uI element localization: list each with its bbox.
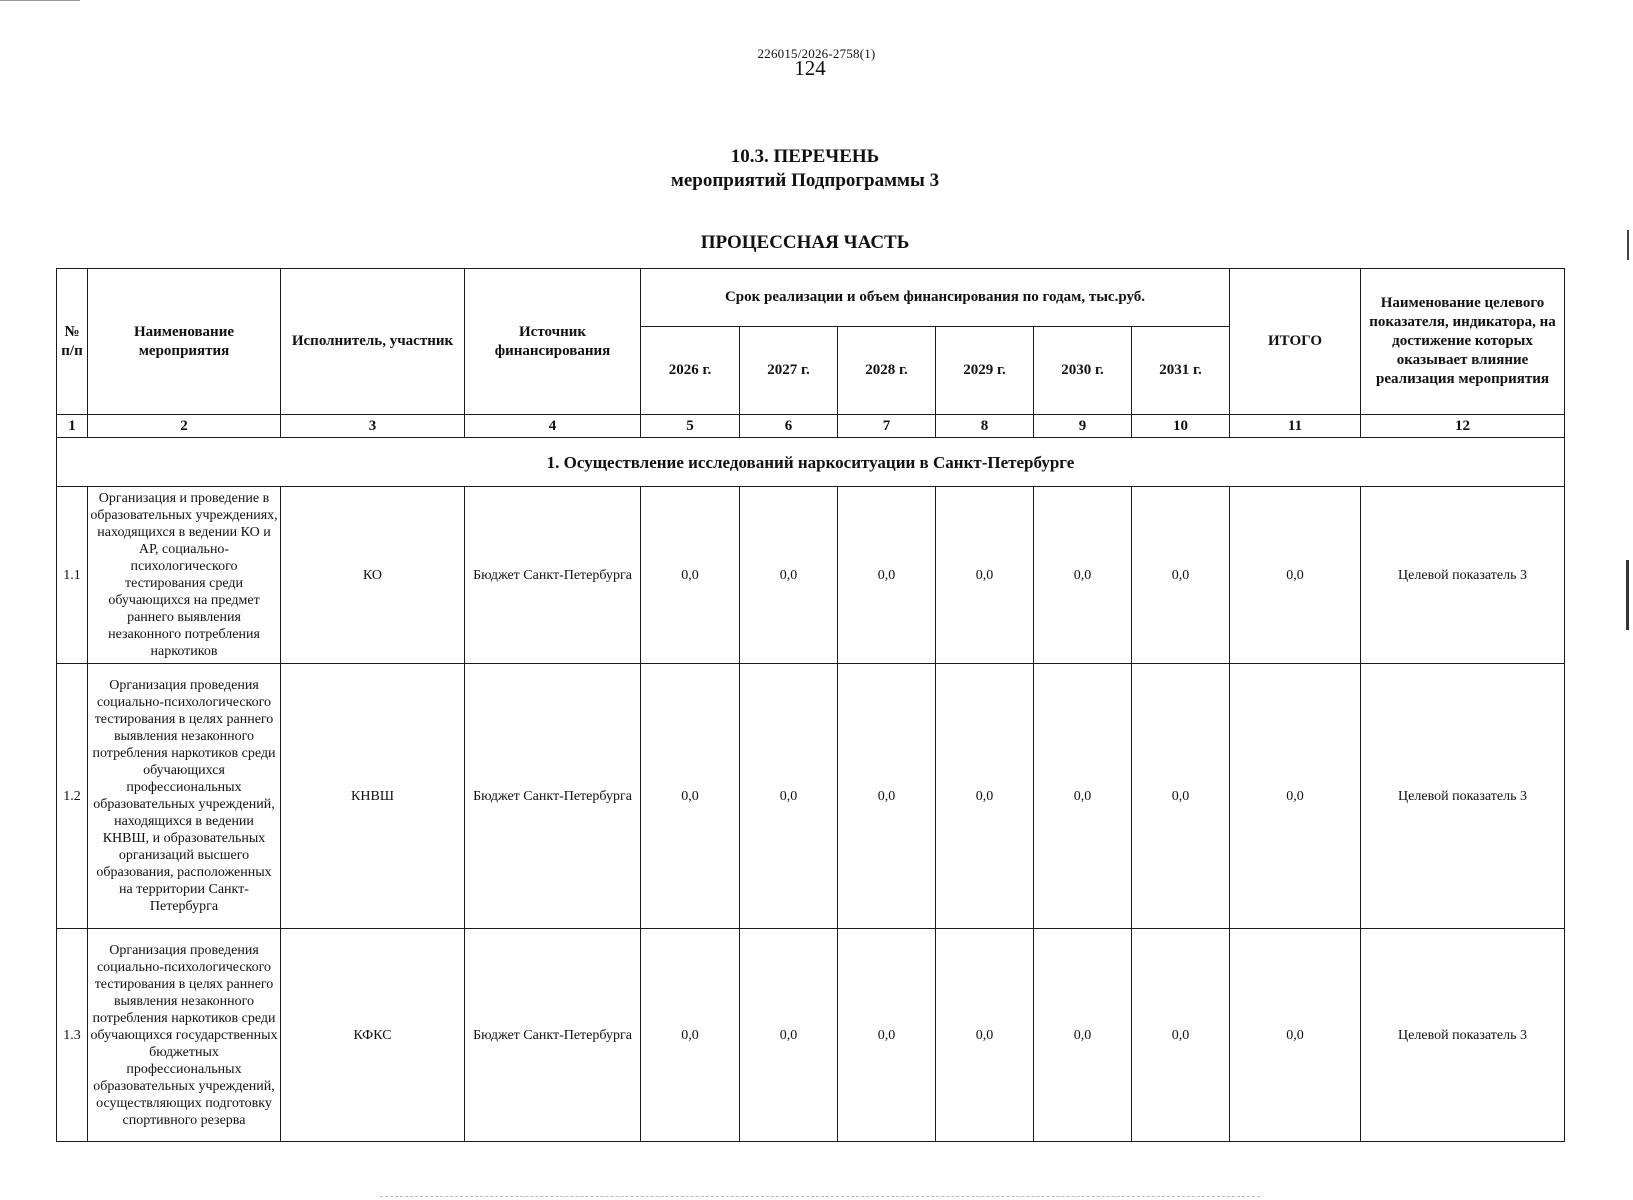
column-number: 12	[1361, 415, 1565, 438]
header-year: 2030 г.	[1034, 327, 1132, 415]
year-value: 0,0	[641, 487, 740, 664]
header-num: № п/п	[57, 269, 88, 415]
year-value: 0,0	[740, 929, 838, 1142]
scan-edge-mark	[0, 0, 80, 1]
table-row	[57, 487, 1565, 664]
year-value: 0,0	[1132, 487, 1230, 664]
executor: КО	[281, 487, 465, 664]
header-year: 2029 г.	[936, 327, 1034, 415]
executor: КНВШ	[281, 664, 465, 929]
funding-source: Бюджет Санкт-Петербурга	[465, 664, 641, 929]
header-period: Срок реализации и объем финансирования по годам, тыс.руб.	[641, 269, 1230, 327]
year-value: 0,0	[936, 929, 1034, 1142]
column-number: 7	[838, 415, 936, 438]
target-indicator: Целевой показатель 3	[1361, 664, 1565, 929]
year-value: 0,0	[838, 664, 936, 929]
year-value: 0,0	[838, 487, 936, 664]
column-number: 9	[1034, 415, 1132, 438]
funding-source: Бюджет Санкт-Петербурга	[465, 929, 641, 1142]
measure-name: Организация и проведение в образовательных учреждениях, находящихся в ведении КО и АР, социально-психологического тестирования среди обучающихся на предмет раннего выявления незаконного потребления наркотиков	[88, 487, 281, 664]
section-title: ПРОЦЕССНАЯ ЧАСТЬ	[700, 232, 910, 253]
header-executor: Исполнитель, участник	[281, 269, 465, 415]
year-value: 0,0	[740, 664, 838, 929]
page-title: 10.3. ПЕРЕЧЕНЬ	[730, 146, 880, 167]
year-value: 0,0	[641, 929, 740, 1142]
year-value: 0,0	[1132, 929, 1230, 1142]
section-row	[57, 438, 1565, 487]
row-number: 1.3	[57, 929, 88, 1142]
section-heading: 1. Осуществление исследований наркоситуации в Санкт-Петербурге	[57, 438, 1565, 487]
document-id: 226015/2026-2758(1)	[757, 46, 876, 61]
column-number: 10	[1132, 415, 1230, 438]
page-subtitle: мероприятий Подпрограммы 3	[670, 170, 940, 191]
column-number: 5	[641, 415, 740, 438]
total-value: 0,0	[1230, 487, 1361, 664]
year-value: 0,0	[838, 929, 936, 1142]
year-value: 0,0	[1034, 929, 1132, 1142]
column-number: 2	[88, 415, 281, 438]
header-indicator: Наименование целевого показателя, индикатора, на достижение которых оказывает влияние реализация мероприятия	[1361, 269, 1565, 415]
executor: КФКС	[281, 929, 465, 1142]
header-row	[57, 269, 1565, 327]
year-value: 0,0	[1034, 487, 1132, 664]
page-number: 124	[794, 56, 826, 80]
measure-name: Организация проведения социально-психологического тестирования в целях раннего выявления незаконного потребления наркотиков среди обучающихся профессиональных образовательных учреждений, находящихся в ведении КНВШ, и образовательных организаций высшего образования, расположенных на территории Санкт-Петербурга	[88, 664, 281, 929]
total-value: 0,0	[1230, 664, 1361, 929]
header-year: 2028 г.	[838, 327, 936, 415]
header-year: 2027 г.	[740, 327, 838, 415]
table-row	[57, 664, 1565, 929]
header-year: 2026 г.	[641, 327, 740, 415]
scan-edge-mark	[1627, 230, 1629, 260]
target-indicator: Целевой показатель 3	[1361, 487, 1565, 664]
column-numbers-row	[57, 415, 1565, 438]
column-number: 6	[740, 415, 838, 438]
header-year: 2031 г.	[1132, 327, 1230, 415]
year-value: 0,0	[936, 664, 1034, 929]
total-value: 0,0	[1230, 929, 1361, 1142]
year-value: 0,0	[936, 487, 1034, 664]
column-number: 3	[281, 415, 465, 438]
header-name: Наименование мероприятия	[88, 269, 281, 415]
measure-name: Организация проведения социально-психологического тестирования в целях раннего выявления незаконного потребления наркотиков среди обучающихся государственных бюджетных профессиональных образовательных учреждений, осуществляющих подготовку спортивного резерва	[88, 929, 281, 1142]
header-source: Источник финансирования	[465, 269, 641, 415]
year-value: 0,0	[1132, 664, 1230, 929]
column-number: 4	[465, 415, 641, 438]
year-value: 0,0	[740, 487, 838, 664]
row-number: 1.2	[57, 664, 88, 929]
header-total: ИТОГО	[1230, 269, 1361, 415]
table-row	[57, 929, 1565, 1142]
row-number: 1.1	[57, 487, 88, 664]
target-indicator: Целевой показатель 3	[1361, 929, 1565, 1142]
column-number: 8	[936, 415, 1034, 438]
scan-edge-mark	[1626, 560, 1629, 630]
funding-source: Бюджет Санкт-Петербурга	[465, 487, 641, 664]
year-value: 0,0	[641, 664, 740, 929]
year-value: 0,0	[1034, 664, 1132, 929]
column-number: 11	[1230, 415, 1361, 438]
column-number: 1	[57, 415, 88, 438]
scan-artifact-line	[380, 1196, 1260, 1197]
measures-table	[56, 268, 1565, 1142]
